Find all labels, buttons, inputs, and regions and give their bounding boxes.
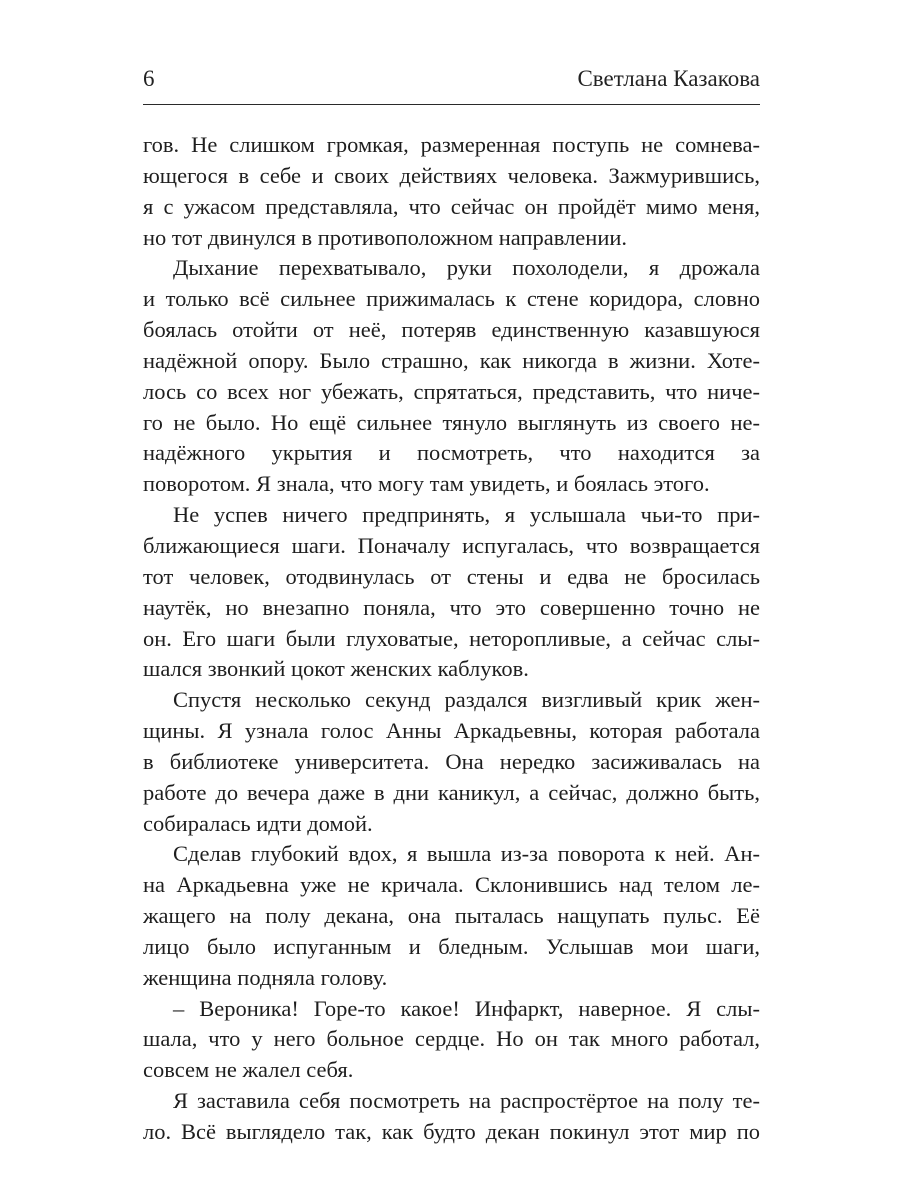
text-line: Дыхание перехватывало, руки похолодели, я дрожала — [173, 255, 760, 281]
text-line: в библиотеке университета. Она нередко засиживалась на — [143, 748, 760, 774]
text-line: он. Его шаги были глуховатые, неторопливые, а сейчас слы- — [143, 625, 760, 651]
author-name: Светлана Казакова — [577, 66, 760, 91]
text-line: – Вероника! Горе-то какое! Инфаркт, наверное. Я слы- — [173, 995, 760, 1021]
text-line: работе до вечера даже в дни каникул, а сейчас, должно быть, — [143, 779, 760, 805]
text-line: и только всё сильнее прижималась к стене коридора, словно — [143, 286, 760, 312]
text-line: щины. Я узнала голос Анны Аркадьевны, которая работала — [143, 718, 760, 744]
page-number: 6 — [143, 66, 155, 91]
text-line: я с ужасом представляла, что сейчас он пройдёт мимо меня, — [143, 193, 760, 219]
text-line: боялась отойти от неё, потеряв единственную казавшуюся — [143, 317, 760, 343]
text-line: Спустя несколько секунд раздался визгливый крик жен- — [173, 687, 760, 713]
text-line: Не успев ничего предпринять, я услышала чьи-то при- — [173, 502, 760, 528]
text-line: надёжного укрытия и посмотреть, что находится за — [143, 440, 760, 466]
text-line: лицо было испуганным и бледным. Услышав мои шаги, — [143, 933, 760, 959]
text-line: Я заставила себя посмотреть на распростёртое на полу те- — [173, 1088, 760, 1114]
text-line: жащего на полу декана, она пыталась нащупать пульс. Её — [143, 903, 760, 929]
header-rule — [143, 104, 760, 105]
text-line: ющегося в себе и своих действиях человека. Зажмурившись, — [143, 162, 760, 188]
text-line: тот человек, отодвинулась от стены и едва не бросилась — [143, 563, 760, 589]
text-line: лось со всех ног убежать, спрятаться, представить, что ниче- — [143, 378, 760, 404]
text-line: шала, что у него больное сердце. Но он так много работал, — [143, 1026, 760, 1052]
text-line: шался звонкий цокот женских каблуков. — [143, 656, 529, 682]
text-line: ближающиеся шаги. Поначалу испугалась, что возвращается — [143, 532, 760, 558]
text-line: надёжной опору. Было страшно, как никогда в жизни. Хоте- — [143, 347, 760, 373]
body-text — [143, 130, 760, 1148]
text-line: совсем не жалел себя. — [143, 1057, 354, 1083]
text-line: собиралась идти домой. — [143, 810, 373, 836]
text-line: женщина подняла голову. — [143, 964, 388, 990]
running-header — [143, 66, 760, 100]
text-line: но тот двинулся в противоположном направлении. — [143, 224, 628, 250]
text-line: ло. Всё выглядело так, как будто декан покинул этот мир по — [143, 1119, 760, 1144]
text-line: поворотом. Я знала, что могу там увидеть, и боялась этого. — [143, 471, 710, 497]
text-line: наутёк, но внезапно поняла, что это совершенно точно не — [143, 594, 760, 620]
text-line: Сделав глубокий вдох, я вышла из-за поворота к ней. Ан- — [173, 841, 760, 867]
text-line: на Аркадьевна уже не кричала. Склонившись над телом ле- — [143, 872, 760, 898]
text-line: гов. Не слишком громкая, размеренная поступь не сомнева- — [143, 132, 760, 157]
text-line: го не было. Но ещё сильнее тянуло выглянуть из своего не- — [143, 409, 760, 435]
